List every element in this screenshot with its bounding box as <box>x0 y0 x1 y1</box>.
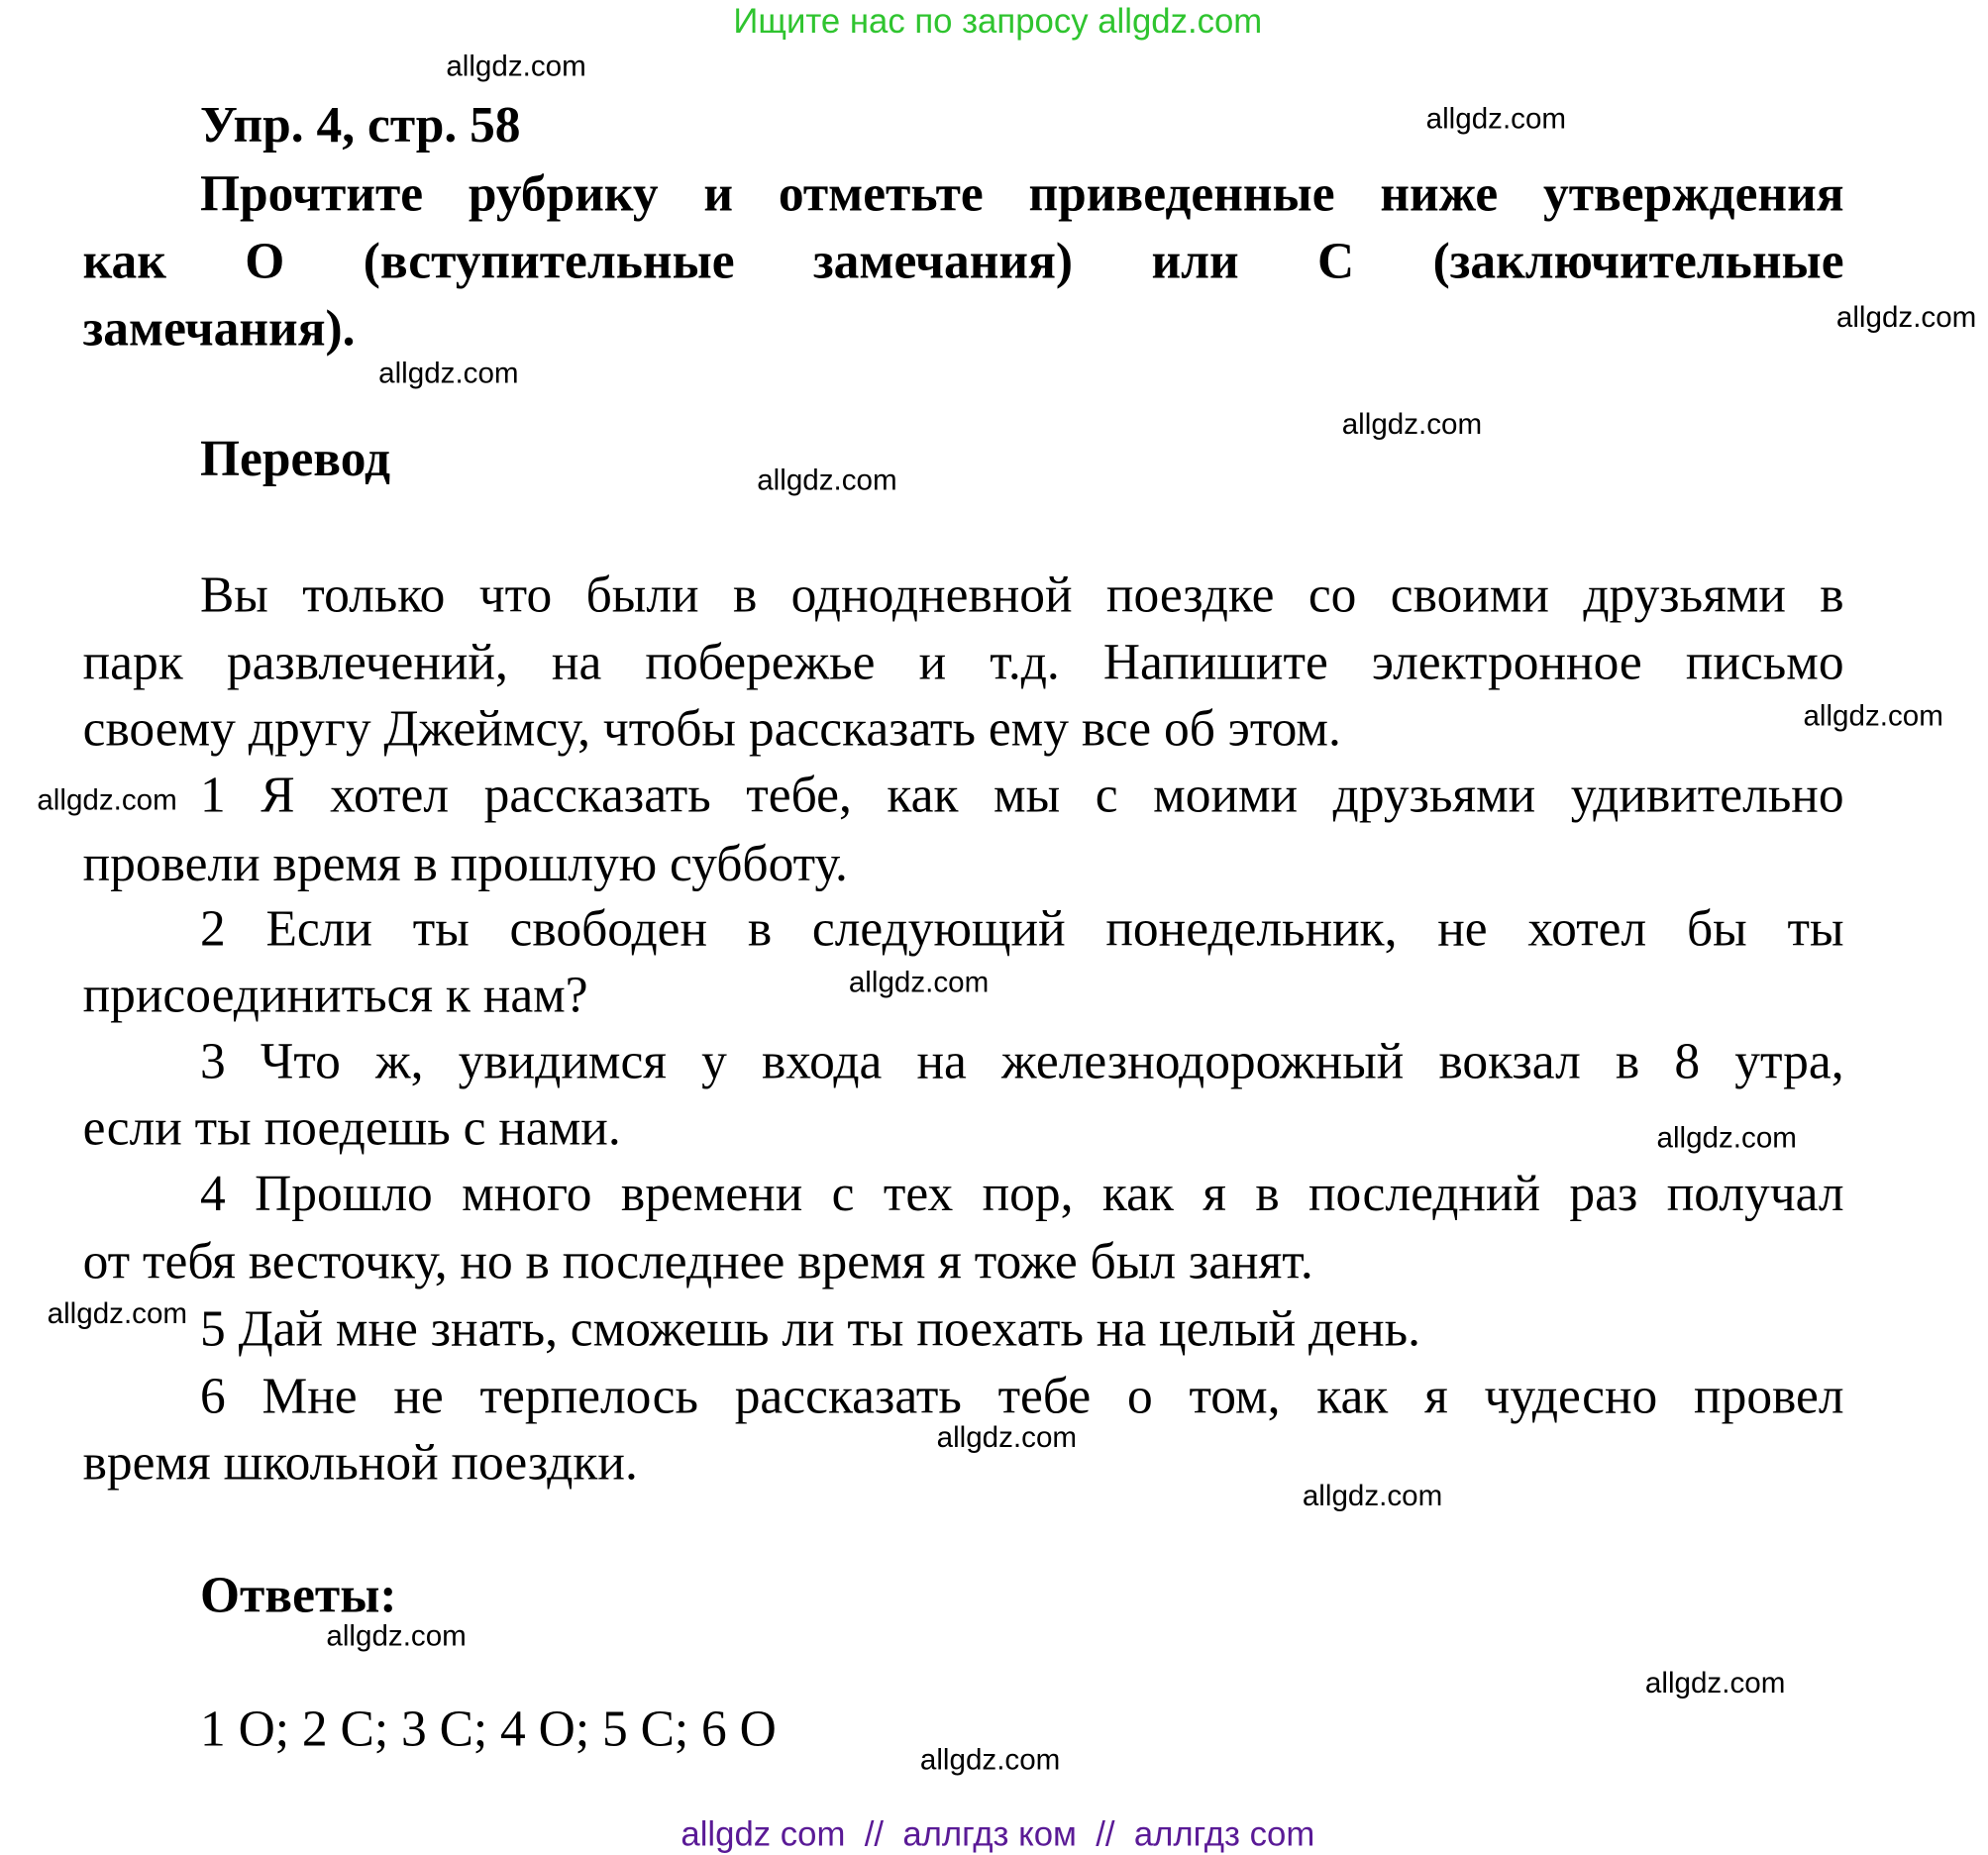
item-2-cont: присоединиться к нам? <box>82 966 588 1024</box>
item-4: 4 Прошло много времени с тех пор, как я в последний раз получал <box>199 1164 1844 1222</box>
watermark: allgdz.com <box>47 1296 188 1330</box>
watermark: allgdz.com <box>1644 1666 1786 1700</box>
task-line: замечания). <box>82 299 356 358</box>
watermark: allgdz.com <box>1341 407 1483 441</box>
item-6: 6 Мне не терпелось рассказать тебе о том, как я чудесно провел <box>199 1367 1844 1425</box>
answers-heading: Ответы: <box>199 1566 397 1624</box>
item-1: 1 Я хотел рассказать тебе, как мы с моими друзьями удивительно <box>199 766 1844 824</box>
item-6-cont: время школьной поездки. <box>82 1433 638 1492</box>
watermark: allgdz.com <box>326 1618 467 1652</box>
answers-text: 1 O; 2 C; 3 C; 4 O; 5 C; 6 O <box>199 1700 777 1758</box>
watermark: allgdz.com <box>936 1419 1078 1454</box>
item-5: 5 Дай мне знать, сможешь ли ты поехать на целый день. <box>199 1299 1420 1358</box>
watermark: allgdz.com <box>446 49 586 82</box>
watermark: allgdz.com <box>1302 1478 1443 1512</box>
item-1-cont: провели время в прошлую субботу. <box>82 834 848 892</box>
task-line: Прочтите рубрику и отметьте приведенные ниже утверждения <box>199 163 1844 222</box>
task-line: как О (вступительные замечания) или С (заключительные <box>82 232 1844 290</box>
watermark: allgdz.com <box>919 1742 1061 1776</box>
exercise-title: Упр. 4, стр. 58 <box>199 95 521 154</box>
watermark: allgdz.com <box>1425 101 1567 135</box>
watermark: allgdz.com <box>757 463 897 497</box>
watermark: allgdz.com <box>848 965 990 998</box>
item-2: 2 Если ты свободен в следующий понедельник, не хотел бы ты <box>199 899 1844 958</box>
item-3-cont: если ты поедешь с нами. <box>82 1097 621 1156</box>
watermark: allgdz.com <box>1656 1120 1797 1154</box>
watermark: allgdz.com <box>1835 299 1977 334</box>
watermark: allgdz.com <box>1803 698 1943 733</box>
item-3: 3 Что ж, увидимся у входа на железнодорожный вокзал в 8 утра, <box>199 1032 1844 1089</box>
watermark: allgdz.com <box>378 356 519 390</box>
search-banner: Ищите нас по запросу allgdz.com <box>733 1 1263 41</box>
item-4-cont: от тебя весточку, но в последнее время я тоже был занят. <box>82 1232 1313 1289</box>
translation-heading: Перевод <box>199 429 391 487</box>
intro-line: парк развлечений, на побережье и т.д. Напишите электронное письмо <box>82 633 1844 691</box>
intro-line: Вы только что были в однодневной поездке со своими друзьями в <box>199 566 1844 624</box>
intro-line: своему другу Джеймсу, чтобы рассказать ему все об этом. <box>82 699 1341 758</box>
watermark: allgdz.com <box>37 782 177 817</box>
footer-links[interactable]: allgdz com // аллгдз ком // аллгдз com <box>680 1814 1315 1854</box>
